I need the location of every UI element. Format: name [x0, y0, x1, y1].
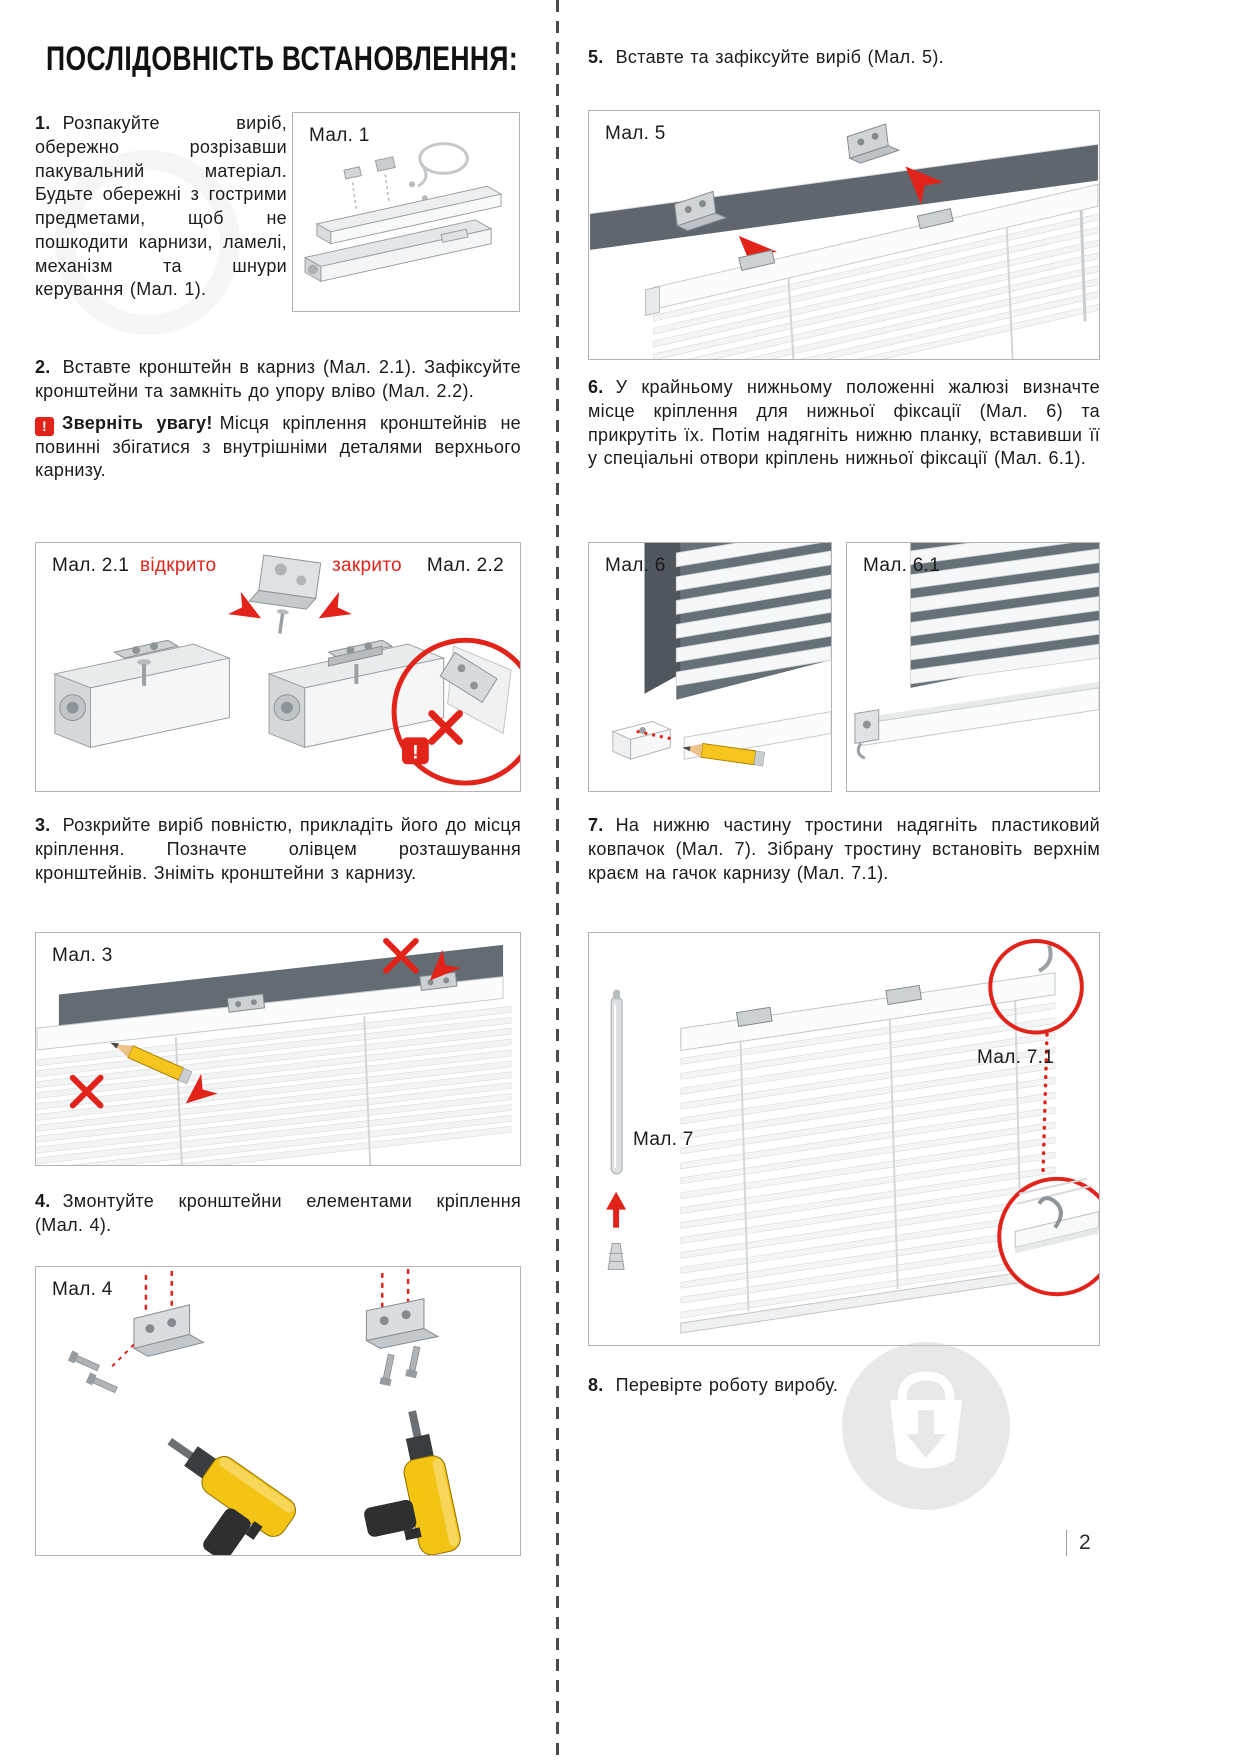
figure-2-state-closed: закрито	[332, 555, 402, 576]
warning-icon: !	[35, 417, 54, 436]
bracket-icon	[134, 1271, 204, 1356]
svg-text:!: !	[412, 741, 419, 764]
cornice-exploded	[305, 144, 501, 282]
figure-6-illustration	[589, 543, 831, 791]
figure-1-box	[292, 112, 520, 312]
page-number-value: 2	[1079, 1531, 1091, 1554]
step-2-number: 2.	[35, 357, 51, 377]
figure-5-label: Мал. 5	[605, 123, 666, 144]
figure-2-label-left: Мал. 2.1	[52, 555, 130, 576]
figure-3-label: Мал. 3	[52, 945, 113, 966]
step-7-block	[588, 814, 1100, 885]
step-3-number: 3.	[35, 815, 51, 835]
screw-icon	[379, 1354, 396, 1386]
figure-6-1-label: Мал. 6.1	[863, 555, 941, 576]
step-3-block	[35, 814, 521, 885]
step-5-text: Вставте та зафіксуйте виріб (Мал. 5).	[615, 47, 944, 67]
bracket-icon	[366, 1269, 438, 1348]
screw-icon	[68, 1351, 101, 1374]
step-6	[588, 376, 1100, 471]
figure-6-1-box	[846, 542, 1100, 792]
page-number-divider	[1066, 1530, 1067, 1556]
bracket-icon	[245, 554, 320, 638]
step-1-number: 1.	[35, 113, 51, 133]
step-2-block	[35, 356, 521, 483]
step-7-number: 7.	[588, 815, 604, 835]
step-7	[588, 814, 1100, 885]
column-divider	[556, 0, 559, 1760]
step-1	[35, 112, 287, 302]
step-5-number: 5.	[588, 47, 604, 67]
bottom-clip	[855, 710, 879, 759]
step-3-text: Розкрийте виріб повністю, прикладіть його до місця кріплення. Позначте олівцем розташування кронштейнів. Зніміть кронштейни з карнизу.	[35, 815, 521, 883]
step-6-text: У крайньому нижньому положенні жалюзі визначте місце кріплення для нижньої фіксації (Мал. 6) та прикрутіть їх. Потім надягніть нижню планку, вставивши її у спеціальні отвори кріплень нижньої фіксації (Мал. 6.1).	[588, 377, 1100, 469]
figure-4-illustration	[36, 1267, 520, 1555]
figure-2-state-open: відкрито	[140, 555, 217, 576]
figure-5-illustration	[589, 111, 1099, 359]
step-6-block	[588, 376, 1100, 471]
figure-5-box	[588, 110, 1100, 360]
figure-2-illustration	[36, 543, 520, 791]
red-arrow-icon	[312, 592, 352, 630]
bracket-icon	[846, 123, 900, 164]
step-5	[588, 46, 1100, 70]
step-1-block	[35, 112, 287, 302]
hook-icon	[1039, 945, 1051, 971]
cap-icon	[608, 1243, 624, 1269]
figure-3-box	[35, 932, 521, 1166]
figure-1-label: Мал. 1	[309, 125, 370, 146]
step-5-block	[588, 46, 1100, 70]
step-8-number: 8.	[588, 1375, 604, 1395]
figure-6-box	[588, 542, 832, 792]
bottom-bracket	[613, 722, 671, 760]
drill-icon	[345, 1407, 463, 1555]
wand-icon	[611, 990, 622, 1174]
screw-icon	[405, 1346, 422, 1378]
step-3	[35, 814, 521, 885]
step-6-number: 6.	[588, 377, 604, 397]
figure-7-label: Мал. 7	[633, 1129, 694, 1150]
warning-title: Зверніть увагу!	[62, 412, 213, 433]
brand-watermark	[838, 1338, 1014, 1514]
figure-7-1-label: Мал. 7.1	[977, 1047, 1055, 1068]
page-number	[1066, 1530, 1091, 1556]
figure-2-label-right: Мал. 2.2	[426, 555, 504, 576]
figure-4-label: Мал. 4	[52, 1279, 113, 1300]
step-2	[35, 356, 521, 404]
figure-7-box	[588, 932, 1100, 1346]
figure-4-box	[35, 1266, 521, 1556]
figure-6-1-illustration	[847, 543, 1099, 791]
warning-note	[35, 412, 521, 484]
cornice-open	[55, 640, 230, 747]
step-8-text: Перевірте роботу виробу.	[615, 1375, 839, 1395]
screw-icon	[86, 1372, 119, 1395]
step-2-text: Вставте кронштейн в карниз (Мал. 2.1). Зафіксуйте кронштейни та замкніть до упору вліво (Мал. 2.2).	[35, 357, 521, 401]
step-1-text: Розпакуйте виріб, обережно розрізавши пакувальний матеріал. Будьте обережні з гострими предметами, щоб не пошкодити карнизи, ламелі, механізм та шнури керування (Мал. 1).	[35, 113, 287, 300]
up-arrow-icon	[606, 1192, 626, 1228]
figure-3-illustration	[36, 933, 520, 1165]
step-4-number: 4.	[35, 1191, 51, 1211]
step-4-block	[35, 1190, 521, 1238]
step-4	[35, 1190, 521, 1238]
figure-2-box	[35, 542, 521, 792]
page-title: ПОСЛІДОВНІСТЬ ВСТАНОВЛЕННЯ:	[46, 40, 519, 78]
zoom-detail	[999, 1179, 1099, 1294]
step-4-text: Змонтуйте кронштейни елементами кріплення (Мал. 4).	[35, 1191, 521, 1235]
drill-icon	[130, 1424, 300, 1555]
step-7-text: На нижню частину тростини надягніть пластиковий ковпачок (Мал. 7). Зібрану тростину встановіть верхнім краєм на гачок карнизу (Мал. 7.1).	[588, 815, 1100, 883]
figure-6-label: Мал. 6	[605, 555, 666, 576]
warning-text: Місця кріплення кронштейнів не повинні збігатися з внутрішніми деталями верхнього карнизу.	[35, 412, 521, 481]
